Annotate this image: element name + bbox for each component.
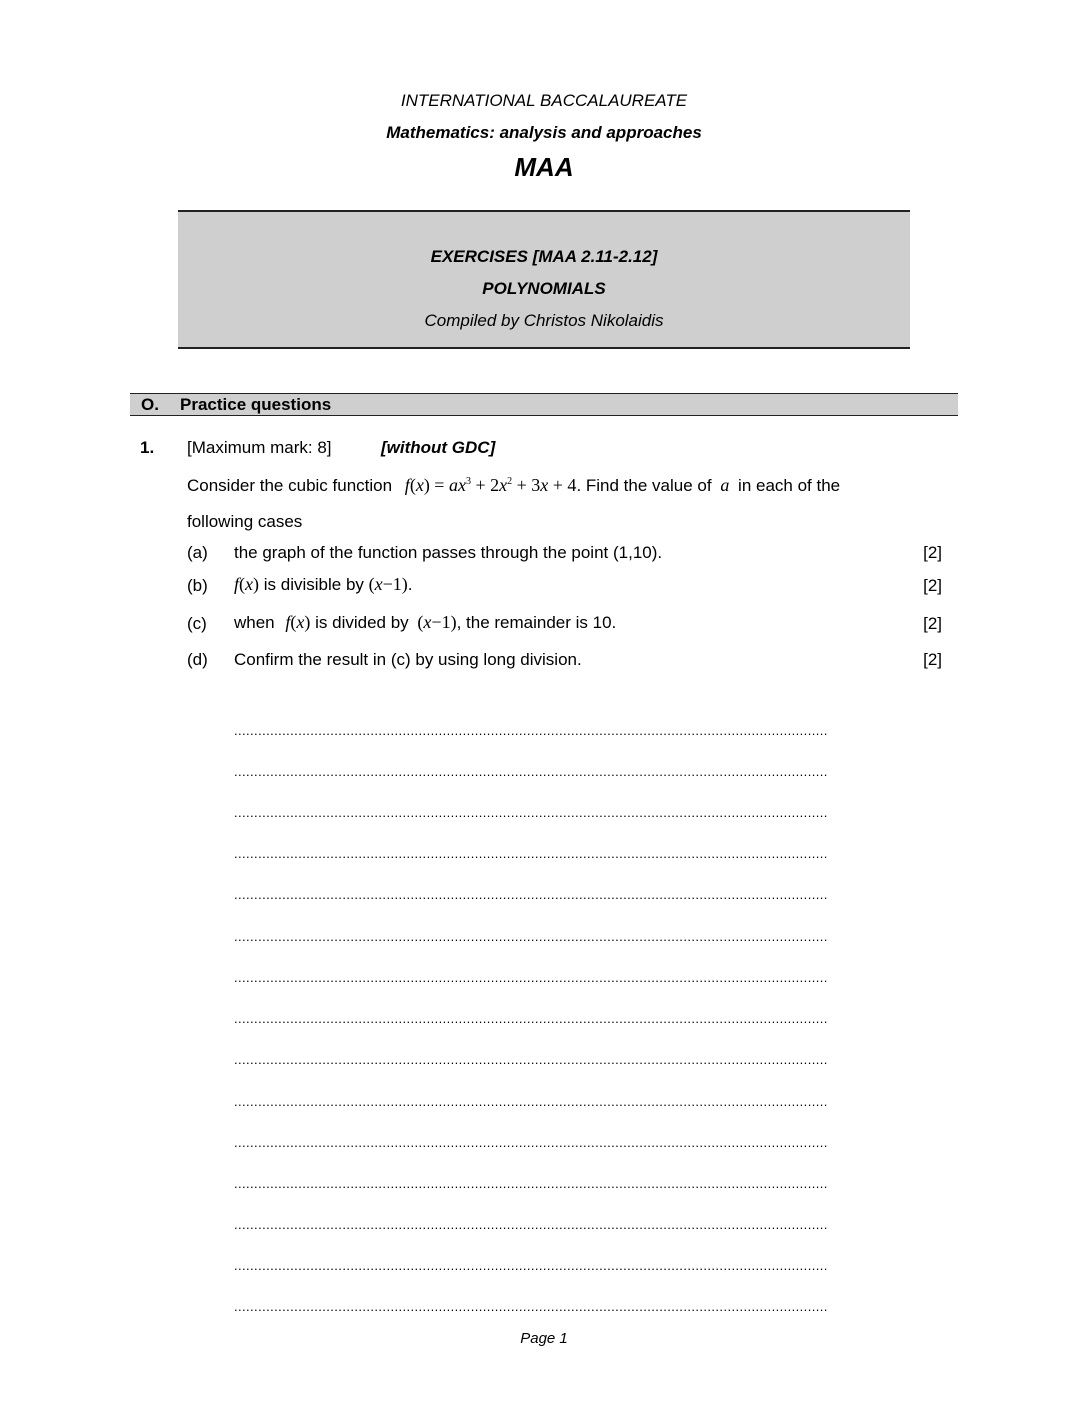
cubic-function-formula: $f(x) = ax^3 + 2x^2 + 3x + 4$ bbox=[404, 475, 577, 495]
part-marks-c: [2] bbox=[923, 614, 942, 633]
part-marks-d: [2] bbox=[923, 650, 942, 669]
part-label-a: (a) bbox=[187, 543, 208, 562]
section-title: Practice questions bbox=[180, 395, 332, 414]
part-marks-a: [2] bbox=[923, 543, 942, 562]
organization-heading: INTERNATIONAL BACCALAUREATE bbox=[400, 91, 688, 110]
max-mark: [Maximum mark: 8] bbox=[187, 438, 332, 457]
answer-line[interactable]: .................................................................................................................................................... bbox=[234, 846, 828, 861]
section-number: O. bbox=[141, 395, 159, 414]
part-text-d: Confirm the result in (c) by using long division. bbox=[234, 650, 582, 669]
answer-line[interactable]: .................................................................................................................................................... bbox=[234, 1176, 828, 1191]
answer-line[interactable]: .................................................................................................................................................... bbox=[234, 764, 828, 779]
answer-line[interactable]: .................................................................................................................................................... bbox=[234, 1299, 828, 1314]
answer-line[interactable]: .................................................................................................................................................... bbox=[234, 1217, 828, 1232]
part-c-text-mid: is divided by bbox=[315, 613, 409, 632]
answer-line[interactable]: .................................................................................................................................................... bbox=[234, 805, 828, 820]
part-label-c: (c) bbox=[187, 614, 207, 633]
answer-line[interactable]: .................................................................................................................................................... bbox=[234, 1094, 828, 1109]
part-label-d: (d) bbox=[187, 650, 208, 669]
question-intro-line2: following cases bbox=[187, 512, 303, 531]
author-credit: Compiled by Christos Nikolaidis bbox=[424, 311, 664, 330]
part-b-text-after: . bbox=[407, 575, 413, 594]
course-code: MAA bbox=[514, 152, 574, 182]
variable-a: a bbox=[720, 475, 730, 495]
question-number: 1. bbox=[140, 438, 155, 457]
part-text-c bbox=[234, 612, 616, 633]
part-c-text-after: , the remainder is 10. bbox=[456, 613, 617, 632]
answer-line[interactable]: .................................................................................................................................................... bbox=[234, 1258, 828, 1273]
part-marks-b: [2] bbox=[923, 576, 942, 595]
answer-line[interactable]: .................................................................................................................................................... bbox=[234, 1011, 828, 1026]
answer-line[interactable]: .................................................................................................................................................... bbox=[234, 970, 828, 985]
part-b-text-mid: is divisible by bbox=[263, 575, 364, 594]
question-intro bbox=[187, 475, 840, 496]
answer-line[interactable]: .................................................................................................................................................... bbox=[234, 887, 828, 902]
topic-title: POLYNOMIALS bbox=[482, 279, 606, 298]
page-number: Page 1 bbox=[520, 1330, 568, 1347]
part-text-a: the graph of the function passes through the point (1,10). bbox=[234, 543, 663, 562]
part-c-text-before: when bbox=[234, 613, 275, 632]
section-header bbox=[130, 393, 958, 416]
intro-text-start: Consider the cubic function bbox=[187, 476, 393, 495]
intro-text-end: in each of the bbox=[738, 476, 841, 495]
divisor-x-minus-1: (x−1) bbox=[368, 574, 408, 594]
subject-heading: Mathematics: analysis and approaches bbox=[386, 123, 702, 142]
answer-line[interactable]: .................................................................................................................................................... bbox=[234, 1135, 828, 1150]
function-f-of-x: f(x) bbox=[234, 574, 260, 594]
gdc-note: [without GDC] bbox=[381, 438, 496, 457]
part-label-b: (b) bbox=[187, 576, 208, 595]
answer-line[interactable]: .................................................................................................................................................... bbox=[234, 1052, 828, 1067]
answer-line[interactable]: .................................................................................................................................................... bbox=[234, 929, 828, 944]
part-text-b bbox=[234, 574, 413, 595]
function-f-of-x: f(x) bbox=[285, 612, 311, 632]
answer-line[interactable]: .................................................................................................................................................... bbox=[234, 723, 828, 738]
exercises-title: EXERCISES [MAA 2.11-2.12] bbox=[430, 247, 658, 266]
intro-text-mid: . Find the value of bbox=[576, 476, 712, 495]
title-box bbox=[178, 210, 910, 349]
divisor-x-minus-1: (x−1) bbox=[417, 612, 457, 632]
